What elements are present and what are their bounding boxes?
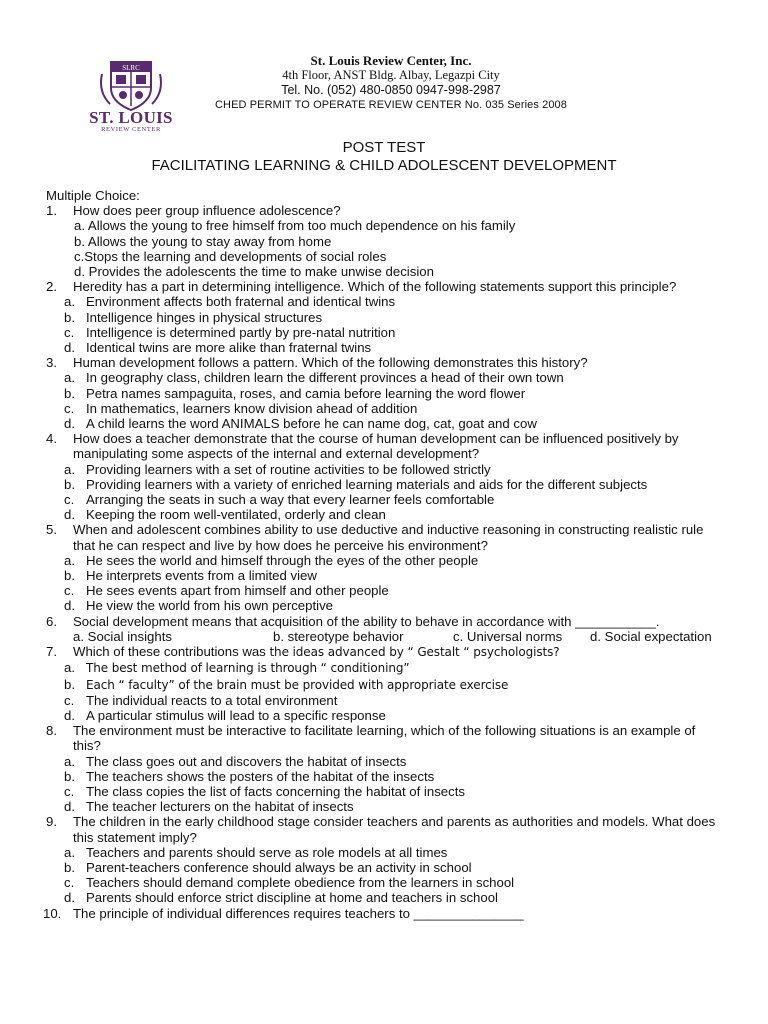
- option-1d: d. Provides the adolescents the time to make unwise decision: [74, 264, 434, 280]
- option-text: Keeping the room well-ventilated, orderly and clean: [86, 507, 386, 523]
- question-text-continued: the ideas advanced by “ Gestalt “ psychologists?: [269, 645, 560, 660]
- question-4: [46, 431, 726, 461]
- option-9b: [46, 860, 726, 875]
- option-text: Identical twins are more alike than fraternal twins: [86, 340, 372, 356]
- option-text: Providing learners with a set of routine activities to be followed strictly: [86, 461, 491, 477]
- option-text: Teachers and parents should serve as role models at all times: [86, 844, 448, 860]
- option-8a: [46, 754, 726, 769]
- option-9a: [46, 845, 726, 860]
- question-text: How does a teacher demonstrate that the course of human development can be influenced positively by manipulating some aspects of the internal and external development?: [73, 431, 679, 462]
- question-10: [43, 905, 726, 921]
- option-row-6: [46, 629, 726, 644]
- option-text: Teachers should demand complete obedience from the learners in school: [86, 875, 515, 891]
- option-text: He sees events apart from himself and other people: [86, 583, 389, 599]
- organization-address: 4th Floor, ANST Bldg. Albay, Legazpi City: [282, 68, 500, 82]
- option-text: Each “ faculty” of the brain must be provided with appropriate exercise: [86, 677, 509, 692]
- option-letter: b.: [64, 768, 75, 784]
- option-letter: b.: [64, 859, 75, 875]
- logo-subtext: REVIEW CENTER: [101, 126, 161, 133]
- question-number: 9.: [46, 814, 57, 830]
- option-3d: [46, 416, 726, 431]
- question-3: [46, 355, 726, 370]
- option-4b: [46, 477, 726, 492]
- option-letter: c.: [64, 400, 75, 416]
- option-letter: d.: [64, 598, 75, 614]
- option-letter: a.: [64, 753, 75, 769]
- question-number: 4.: [46, 431, 57, 447]
- question-number: 5.: [46, 522, 57, 538]
- question-text: The principle of individual differences requires teachers to _______________: [73, 905, 524, 921]
- option-7b: [46, 677, 726, 693]
- option-text: The individual reacts to a total environment: [86, 692, 338, 708]
- option-text: He sees the world and himself through the eyes of the other people: [86, 552, 479, 568]
- question-number: 6.: [46, 613, 57, 629]
- question-text: Social development means that acquisition of the ability to behave in accordance with ___________.: [73, 613, 660, 629]
- option-letter: c.: [64, 583, 75, 599]
- option-letter: d.: [64, 707, 75, 723]
- organization-phone: Tel. No. (052) 480-0850 0947-998-2987: [281, 83, 501, 97]
- option-text: The class copies the list of facts concerning the habitat of insects: [86, 783, 465, 799]
- question-7: [46, 644, 726, 660]
- option-text: In geography class, children learn the different provinces a head of their own town: [86, 370, 564, 386]
- question-number: 2.: [46, 279, 57, 295]
- question-1: [46, 203, 726, 218]
- option-1b: b. Allows the young to stay away from home: [74, 233, 332, 249]
- option-letter: d.: [64, 340, 75, 356]
- option-5d: [46, 598, 726, 613]
- option-6d: d. Social expectation: [590, 628, 712, 644]
- option-1c: c.Stops the learning and developments of social roles: [74, 248, 387, 264]
- question-number: 1.: [46, 203, 57, 219]
- document-header: [0, 0, 768, 140]
- option-5a: [46, 553, 726, 568]
- option-text: Providing learners with a variety of enriched learning materials and aids for the different subjects: [86, 476, 648, 492]
- option-text: Petra names sampaguita, roses, and camia before learning the word flower: [86, 385, 526, 401]
- option-text: He interprets events from a limited view: [86, 568, 317, 584]
- option-3c: [46, 401, 726, 416]
- option-5b: [46, 568, 726, 583]
- option-text: The class goes out and discovers the habitat of insects: [86, 753, 407, 769]
- option-letter: c.: [64, 324, 75, 340]
- option-letter: c.: [64, 692, 75, 708]
- option-text: Environment affects both fraternal and identical twins: [86, 294, 396, 310]
- option-text: The teachers shows the posters of the habitat of the insects: [86, 768, 435, 784]
- option-text: A particular stimulus will lead to a specific response: [86, 707, 386, 723]
- option-8c: [46, 784, 726, 799]
- organization-name: St. Louis Review Center, Inc.: [310, 53, 472, 68]
- option-7c: [46, 693, 726, 708]
- option-8b: [46, 769, 726, 784]
- option-letter: c.: [64, 492, 75, 508]
- question-number: 7.: [46, 644, 57, 660]
- option-6c: c. Universal norms: [453, 628, 563, 644]
- question-number: 3.: [46, 355, 57, 371]
- question-text: The children in the early childhood stage consider teachers and parents as authorities and models. What does this statement imply?: [73, 814, 716, 845]
- permit-line: CHED PERMIT TO OPERATE REVIEW CENTER No. 035 Series 2008: [215, 99, 567, 111]
- question-list: [43, 188, 726, 921]
- option-text: He view the world from his own perceptive: [86, 598, 334, 614]
- option-9c: [46, 875, 726, 890]
- option-letter: d.: [64, 799, 75, 815]
- option-letter: b.: [64, 309, 75, 325]
- option-5c: [46, 583, 726, 598]
- option-text: Intelligence is determined partly by pre-natal nutrition: [86, 324, 396, 340]
- question-number: 8.: [46, 723, 57, 739]
- option-4d: [46, 507, 726, 522]
- school-logo: [88, 58, 174, 136]
- option-6a: a. Social insights: [73, 628, 172, 644]
- question-5: [46, 522, 726, 552]
- option-letter: b.: [64, 385, 75, 401]
- option-letter: a.: [64, 370, 75, 386]
- option-letter: b.: [64, 568, 75, 584]
- option-letter: d.: [64, 416, 75, 432]
- option-7d: [46, 708, 726, 723]
- option-text: Parent-teachers conference should always be an activity in school: [86, 859, 472, 875]
- option-6b: b. stereotype behavior: [273, 628, 404, 644]
- option-text: The best method of learning is through “ conditioning”: [86, 661, 410, 676]
- option-text: A child learns the word ANIMALS before he can name dog, cat, goat and cow: [86, 416, 537, 432]
- question-text: How does peer group influence adolescence?: [73, 203, 341, 219]
- question-text: The environment must be interactive to facilitate learning, which of the following situations is an example of this?: [73, 723, 696, 754]
- subject-title: FACILITATING LEARNING & CHILD ADOLESCENT DEVELOPMENT: [151, 157, 617, 174]
- question-6: [46, 614, 726, 629]
- option-3a: [46, 370, 726, 385]
- option-letter: d.: [64, 890, 75, 906]
- question-text: Which of these contributions was: [73, 644, 270, 660]
- option-text: Arranging the seats in such a way that every learner feels comfortable: [86, 492, 495, 508]
- option-9d: [46, 890, 726, 905]
- option-text: Parents should enforce strict discipline at home and teachers in school: [86, 890, 498, 906]
- option-letter: b.: [64, 476, 75, 492]
- question-text: When and adolescent combines ability to use deductive and inductive reasoning in constructing realistic rule that he can respect and live by how does he perceive his environment?: [73, 522, 704, 553]
- question-9: [46, 814, 726, 844]
- option-letter: d.: [64, 507, 75, 523]
- option-2b: [46, 310, 726, 325]
- option-letter: c.: [64, 875, 75, 891]
- option-4c: [46, 492, 726, 507]
- option-4a: [46, 462, 726, 477]
- post-test-title: POST TEST: [342, 139, 426, 156]
- option-text: In mathematics, learners know division ahead of addition: [86, 400, 418, 416]
- option-2a: [46, 294, 726, 309]
- question-text: Heredity has a part in determining intelligence. Which of the following statements support this principle?: [73, 279, 677, 295]
- option-1a: a. Allows the young to free himself from too much dependence on his family: [74, 218, 516, 234]
- question-number: 10.: [43, 905, 62, 921]
- option-letter: b.: [64, 676, 75, 692]
- option-8d: [46, 799, 726, 814]
- option-7a: [46, 660, 726, 676]
- option-letter: a.: [64, 461, 75, 477]
- question-2: [46, 279, 726, 294]
- logo-crest-text: SLRC: [122, 64, 140, 72]
- logo-text: ST. LOUIS: [89, 108, 173, 127]
- option-text: The teacher lecturers on the habitat of insects: [86, 799, 354, 815]
- option-2d: [46, 340, 726, 355]
- question-8: [46, 723, 726, 753]
- document-titles: [0, 139, 768, 175]
- option-letter: c.: [64, 783, 75, 799]
- option-2c: [46, 325, 726, 340]
- option-letter: a.: [64, 660, 75, 676]
- option-letter: a.: [64, 844, 75, 860]
- option-3b: [46, 386, 726, 401]
- option-letter: a.: [64, 552, 75, 568]
- option-text: Intelligence hinges in physical structures: [86, 309, 323, 325]
- option-letter: a.: [64, 294, 75, 310]
- question-text: Human development follows a pattern. Which of the following demonstrates this history?: [73, 355, 588, 371]
- section-label: Multiple Choice:: [46, 188, 140, 203]
- organization-info: [196, 53, 586, 113]
